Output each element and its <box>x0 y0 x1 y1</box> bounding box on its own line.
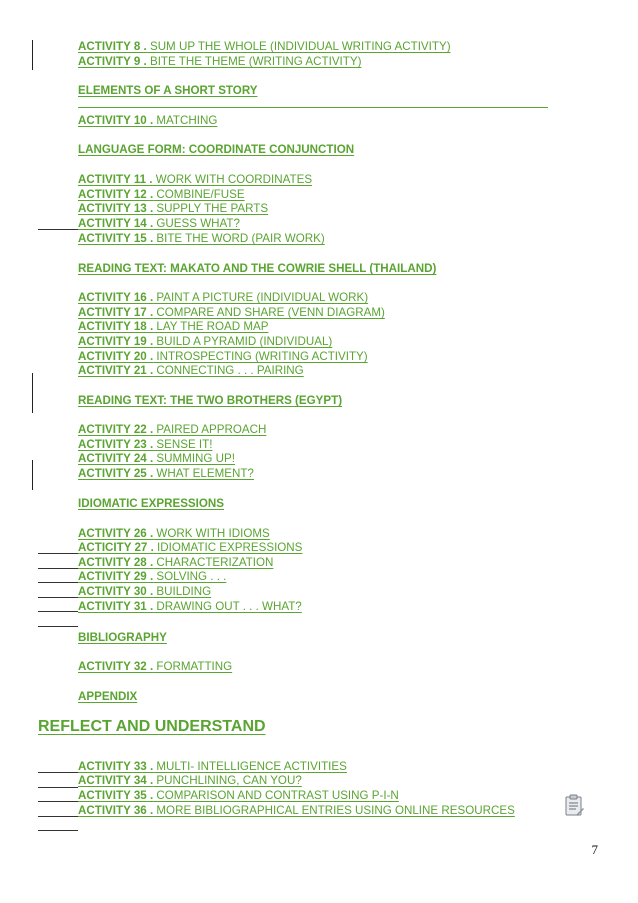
toc-entry[interactable]: ACTIVITY 30 . BUILDING <box>78 585 212 598</box>
margin-line <box>38 582 78 583</box>
toc-entry[interactable]: ACTIVITY 8 . SUM UP THE WHOLE (INDIVIDUAL WRITING ACTIVITY) <box>78 40 451 53</box>
clipboard-note-icon[interactable] <box>563 793 585 817</box>
toc-entry[interactable]: ACTIVITY 25 . WHAT ELEMENT? <box>78 467 254 480</box>
margin-line <box>38 787 78 788</box>
divider-rule <box>78 107 548 108</box>
page-number: 7 <box>591 842 598 857</box>
toc-entry[interactable]: ACTIVITY 31 . DRAWING OUT . . . WHAT? <box>78 600 302 613</box>
toc-entry[interactable]: ACTIVITY 10 . MATCHING <box>78 114 218 127</box>
section-heading[interactable]: IDIOMATIC EXPRESSIONS <box>78 497 225 510</box>
margin-line <box>38 553 78 554</box>
toc-entry[interactable]: ACTIVITY 19 . BUILD A PYRAMID (INDIVIDUAL) <box>78 335 333 348</box>
margin-line <box>38 816 78 817</box>
toc-entry[interactable]: ACTICITY 27 . IDIOMATIC EXPRESSIONS <box>78 541 303 554</box>
toc-entry[interactable]: ACTIVITY 23 . SENSE IT! <box>78 438 213 451</box>
toc-entry[interactable]: ACTIVITY 28 . CHARACTERIZATION <box>78 556 274 569</box>
margin-line <box>38 229 78 230</box>
toc-entry[interactable]: ACTIVITY 21 . CONNECTING . . . PAIRING <box>78 364 304 377</box>
section-heading[interactable]: BIBLIOGRAPHY <box>78 631 167 644</box>
toc-entry[interactable]: ACTIVITY 12 . COMBINE/FUSE <box>78 188 245 201</box>
toc-entry[interactable]: ACTIVITY 24 . SUMMING UP! <box>78 452 235 465</box>
toc-entry[interactable]: ACTIVITY 34 . PUNCHLINING, CAN YOU? <box>78 774 302 787</box>
toc-entry[interactable]: ACTIVITY 16 . PAINT A PICTURE (INDIVIDUAL WORK) <box>78 291 369 304</box>
margin-line <box>38 626 78 627</box>
toc-entry[interactable]: ACTIVITY 33 . MULTI- INTELLIGENCE ACTIVITIES <box>78 760 347 773</box>
section-heading[interactable]: READING TEXT: THE TWO BROTHERS (EGYPT) <box>78 394 343 407</box>
margin-line <box>38 772 78 773</box>
margin-line <box>38 801 78 802</box>
toc-entry[interactable]: ACTIVITY 9 . BITE THE THEME (WRITING ACTIVITY) <box>78 55 362 68</box>
toc-entry[interactable]: ACTIVITY 11 . WORK WITH COORDINATES <box>78 173 313 186</box>
margin-line <box>38 597 78 598</box>
toc-entry[interactable]: ACTIVITY 17 . COMPARE AND SHARE (VENN DIAGRAM) <box>78 306 385 319</box>
toc-entry[interactable]: ACTIVITY 13 . SUPPLY THE PARTS <box>78 202 269 215</box>
section-heading[interactable]: READING TEXT: MAKATO AND THE COWRIE SHELL (THAILAND) <box>78 262 437 275</box>
toc-entry[interactable]: ACTIVITY 29 . SOLVING . . . <box>78 570 227 583</box>
section-heading[interactable]: ELEMENTS OF A SHORT STORY <box>78 84 258 97</box>
toc-entry[interactable]: ACTIVITY 26 . WORK WITH IDIOMS <box>78 527 270 540</box>
margin-line <box>38 830 78 831</box>
toc-entry[interactable]: ACTIVITY 35 . COMPARISON AND CONTRAST USING P-I-N <box>78 789 399 802</box>
margin-line <box>38 611 78 612</box>
toc-entry[interactable]: ACTIVITY 22 . PAIRED APPROACH <box>78 423 267 436</box>
toc-entry[interactable]: ACTIVITY 15 . BITE THE WORD (PAIR WORK) <box>78 232 325 245</box>
margin-bar <box>32 373 33 413</box>
toc-entry[interactable]: ACTIVITY 36 . MORE BIBLIOGRAPHICAL ENTRIES USING ONLINE RESOURCES <box>78 804 515 817</box>
section-heading[interactable]: LANGUAGE FORM: COORDINATE CONJUNCTION <box>78 143 355 156</box>
toc-entry[interactable]: ACTIVITY 32 . FORMATTING <box>78 660 233 673</box>
toc-entry[interactable]: ACTIVITY 14 . GUESS WHAT? <box>78 217 240 230</box>
margin-bar <box>32 40 33 70</box>
margin-line <box>38 568 78 569</box>
section-title[interactable]: REFLECT AND UNDERSTAND <box>38 718 266 735</box>
toc-entry[interactable]: ACTIVITY 20 . INTROSPECTING (WRITING ACTIVITY) <box>78 350 368 363</box>
toc-entry[interactable]: ACTIVITY 18 . LAY THE ROAD MAP <box>78 320 269 333</box>
section-heading[interactable]: APPENDIX <box>78 690 138 703</box>
margin-bar <box>32 460 33 490</box>
